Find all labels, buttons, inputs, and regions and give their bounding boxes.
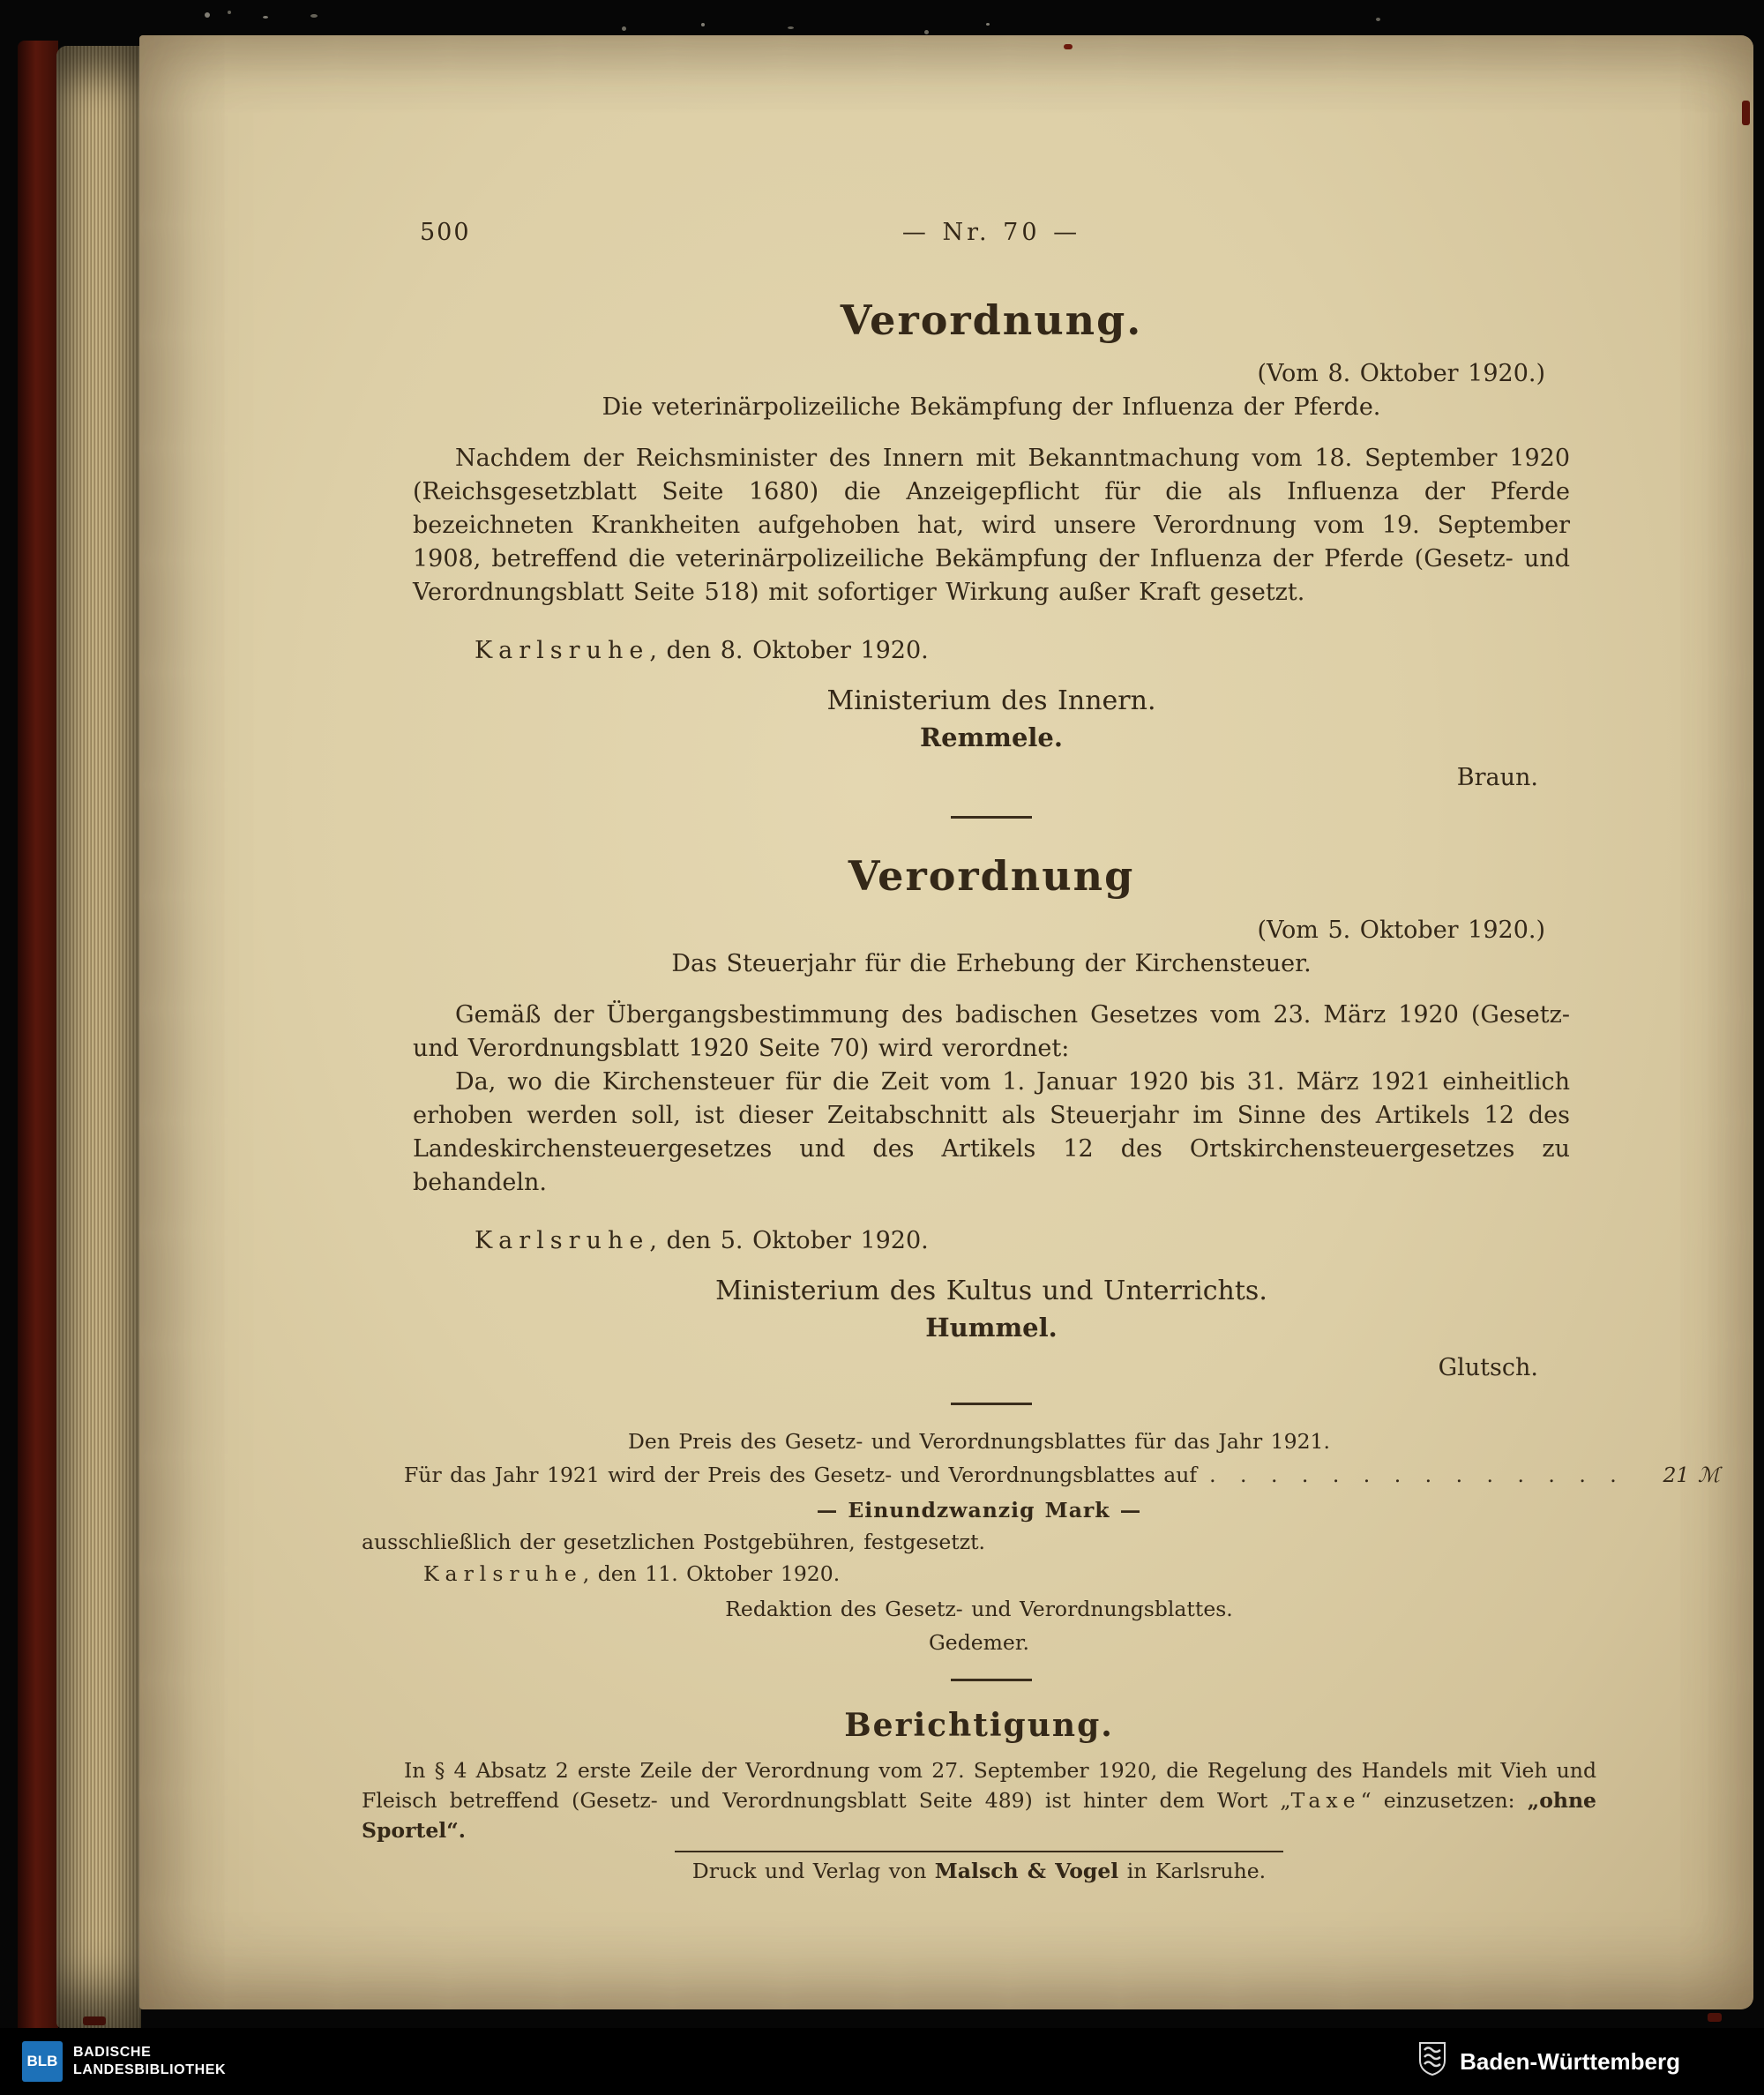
imprint-rule [675,1851,1283,1852]
running-head [413,216,1570,250]
blb-logo-text: BLB [26,2053,58,2069]
baden-wuerttemberg-coat-of-arms-icon [1417,2041,1447,2083]
price-signature: Gedemer. [929,1630,1029,1655]
dot-leader: . . . . . . . . . . . . . . [1209,1463,1625,1487]
ordinance-1-signature: Remmele. [920,722,1063,752]
library-name-line1: BADISCHE [73,2045,152,2060]
imprint-pre: Druck und Verlag von [691,1859,935,1883]
section-divider [951,1403,1032,1405]
state-label: Baden-Württemberg [1460,2047,1680,2075]
correction-quoted-word: Taxe [1290,1788,1361,1813]
place-date-rest: , den 8. Oktober 1920. [649,637,929,664]
ordinance-2-signature: Hummel. [925,1313,1058,1343]
document-page [139,35,1753,2009]
ordinance-2-title: Verordnung [848,852,1135,900]
ordinance-2-date: (Vom 5. Oktober 1920.) [1257,917,1545,944]
blb-logo [22,2041,63,2082]
state-branding [1417,2041,1680,2083]
scan-artifact [83,2016,106,2025]
place-date-rest: , den 11. Oktober 1920. [582,1561,841,1586]
place-name: Karlsruhe [475,1227,650,1254]
ordinance-2-body-2: Da, wo die Kirchensteuer für die Zeit vom 1. Januar 1920 bis 31. März 1921 einheitlich erhoben werden soll, ist dieser Zeitabschnitt als Steuerjahr im Sinne des Artikels 12 des Landeskirchensteuergesetzes und des Artikels 12 des Ortskirchensteuergesetzes zu behandeln. [413,1068,1570,1196]
imprint-post: in Karlsruhe. [1118,1859,1267,1883]
ordinance-2-countersignature: Glutsch. [1438,1354,1538,1381]
library-name [73,2044,226,2079]
place-date-rest: , den 5. Oktober 1920. [649,1227,929,1254]
scan-artifact [788,26,794,29]
book-spine [18,41,58,2036]
price-issuer: Redaktion des Gesetz- und Verordnungsblattes. [725,1597,1233,1621]
viewer-footer [0,2028,1764,2095]
ordinance-1-place-date [413,634,1570,668]
price-amount-words: — Einundzwanzig Mark — [816,1498,1142,1523]
imprint-line [362,1856,1596,1886]
scan-artifact [1742,101,1750,125]
ordinance-1-body: Nachdem der Reichsminister des Innern mit Bekanntmachung vom 18. September 1920 (Reichsgesetzblatt Seite 1680) die Anzeigepflicht für die als Influenza der Pferde bezeichneten Krankheiten aufgehoben hat, wird unsere Verordnung vom 19. September 1908, betreffend die veterinärpolizeiliche Bekämpfung der Influenza der Pferde (Gesetz- und Verordnungsblatt Seite 518) mit sofortiger Wirkung außer Kraft gesetzt. [413,445,1570,606]
section-divider [951,1679,1032,1681]
correction-notice [362,1706,1596,1886]
section-divider [951,816,1032,819]
scan-artifact [205,12,210,18]
scan-artifact [228,11,231,14]
page-edges [56,46,141,2029]
issue-number: — Nr. 70 — [901,219,1081,246]
ordinance-2-body-1: Gemäß der Übergangsbestimmung des badischen Gesetzes vom 23. März 1920 (Gesetz- und Verordnungsblatt 1920 Seite 70) wird verordnet: [413,1001,1570,1062]
scan-artifact [263,16,268,19]
correction-insert: „ohne Sportel“. [362,1788,1597,1843]
page-content [362,216,1720,1886]
ordinance-1-ministry: Ministerium des Innern. [826,685,1156,716]
library-branding [22,2041,226,2082]
price-label: Für das Jahr 1921 wird der Preis des Gesetz- und Verordnungsblattes auf [404,1463,1198,1487]
place-name: Karlsruhe [475,637,650,664]
place-name: Karlsruhe [423,1561,583,1586]
correction-body [362,1755,1596,1845]
scan-artifact [310,14,318,18]
ordinance-2-place-date [413,1224,1570,1258]
scan-artifact [1064,44,1073,49]
scan-artifact [622,26,626,31]
correction-text-mid: “ einzusetzen: [1360,1788,1528,1813]
ordinance-2-ministry: Ministerium des Kultus und Unterrichts. [715,1276,1267,1306]
ordinance-2-subject: Das Steuerjahr für die Erhebung der Kirchensteuer. [671,950,1312,977]
scan-artifact [986,23,990,26]
library-name-line2: LANDESBIBLIOTHEK [73,2062,227,2077]
price-notice [362,1426,1720,1657]
imprint-publisher: Malsch & Vogel [934,1859,1119,1883]
ordinance-1-countersignature: Braun. [1456,764,1538,791]
scan-artifact [1708,2013,1722,2022]
ordinance-1-date: (Vom 8. Oktober 1920.) [1257,360,1545,387]
scan-artifact [1376,18,1380,21]
page-number: 500 [420,219,471,246]
correction-text-pre: In § 4 Absatz 2 erste Zeile der Verordnung vom 27. September 1920, die Regelung des Handels mit Vieh und Fleisch betreffend (Gesetz- und Verordnungsblatt Seite 489) ist hinter dem Wort „ [362,1758,1596,1813]
price-notice-heading: Den Preis des Gesetz- und Verordnungsblattes für das Jahr 1921. [628,1429,1330,1454]
ordinance-1-title: Verordnung. [840,296,1143,344]
scan-artifact [701,23,705,26]
correction-title: Berichtigung. [844,1707,1114,1744]
postage-line: ausschließlich der gesetzlichen Postgebühren, festgesetzt. [362,1530,985,1554]
price-place-date [362,1559,1596,1589]
ordinance-1-subject: Die veterinärpolizeiliche Bekämpfung der Influenza der Pferde. [602,393,1381,421]
scan-artifact [924,30,929,34]
price-value: 21 ℳ [1663,1463,1720,1487]
price-line [362,1460,1720,1490]
